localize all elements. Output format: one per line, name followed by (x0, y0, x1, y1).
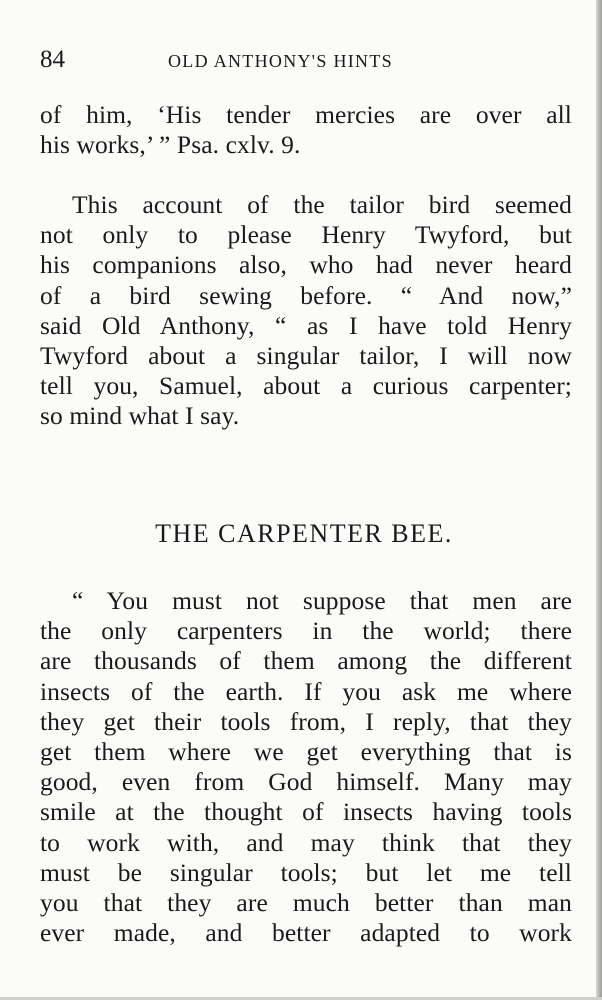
paragraph-tailor-bird (40, 190, 572, 432)
text-line: smile at the thought of insects having tools (40, 797, 572, 827)
text-line: of a bird sewing before. “ And now,” (40, 280, 572, 310)
text-line: get them where we get everything that is (40, 736, 572, 766)
section-heading: THE CARPENTER BEE. (155, 519, 453, 548)
text-line: to work with, and may think that they (40, 827, 572, 857)
running-head (40, 44, 572, 76)
page-edge-shadow (596, 0, 602, 1000)
running-title: OLD ANTHONY'S HINTS (168, 51, 393, 71)
text-line: insects of the earth. If you ask me where (40, 676, 572, 706)
text-line: are thousands of them among the different (40, 646, 572, 676)
text-line: the only carpenters in the world; there (40, 616, 572, 646)
paragraph-carpenter-bee (40, 586, 572, 948)
text-line: “ You must not suppose that men are (72, 586, 572, 615)
text-line: good, even from God himself. Many may (40, 767, 572, 797)
text-line: tell you, Samuel, about a curious carpenter; (40, 371, 572, 401)
text-line: not only to please Henry Twyford, but (40, 220, 572, 250)
text-line: so mind what I say. (40, 401, 240, 431)
text-line: his companions also, who had never heard (40, 250, 572, 280)
text-line: you that they are much better than man (40, 887, 572, 917)
text-line: This account of the tailor bird seemed (72, 190, 572, 219)
text-line: said Old Anthony, “ as I have told Henry (40, 310, 572, 340)
text-line: of him, ‘His tender mercies are over all (40, 100, 572, 129)
text-line: they get their tools from, I reply, that they (40, 706, 572, 736)
text-line: his works,’ ” Psa. cxlv. 9. (40, 130, 301, 160)
page-number: 84 (40, 46, 65, 73)
paragraph-continuation (40, 100, 572, 160)
text-line: ever made, and better adapted to work (40, 918, 572, 948)
text-line: must be singular tools; but let me tell (40, 857, 572, 887)
text-line: Twyford about a singular tailor, I will now (40, 340, 572, 370)
